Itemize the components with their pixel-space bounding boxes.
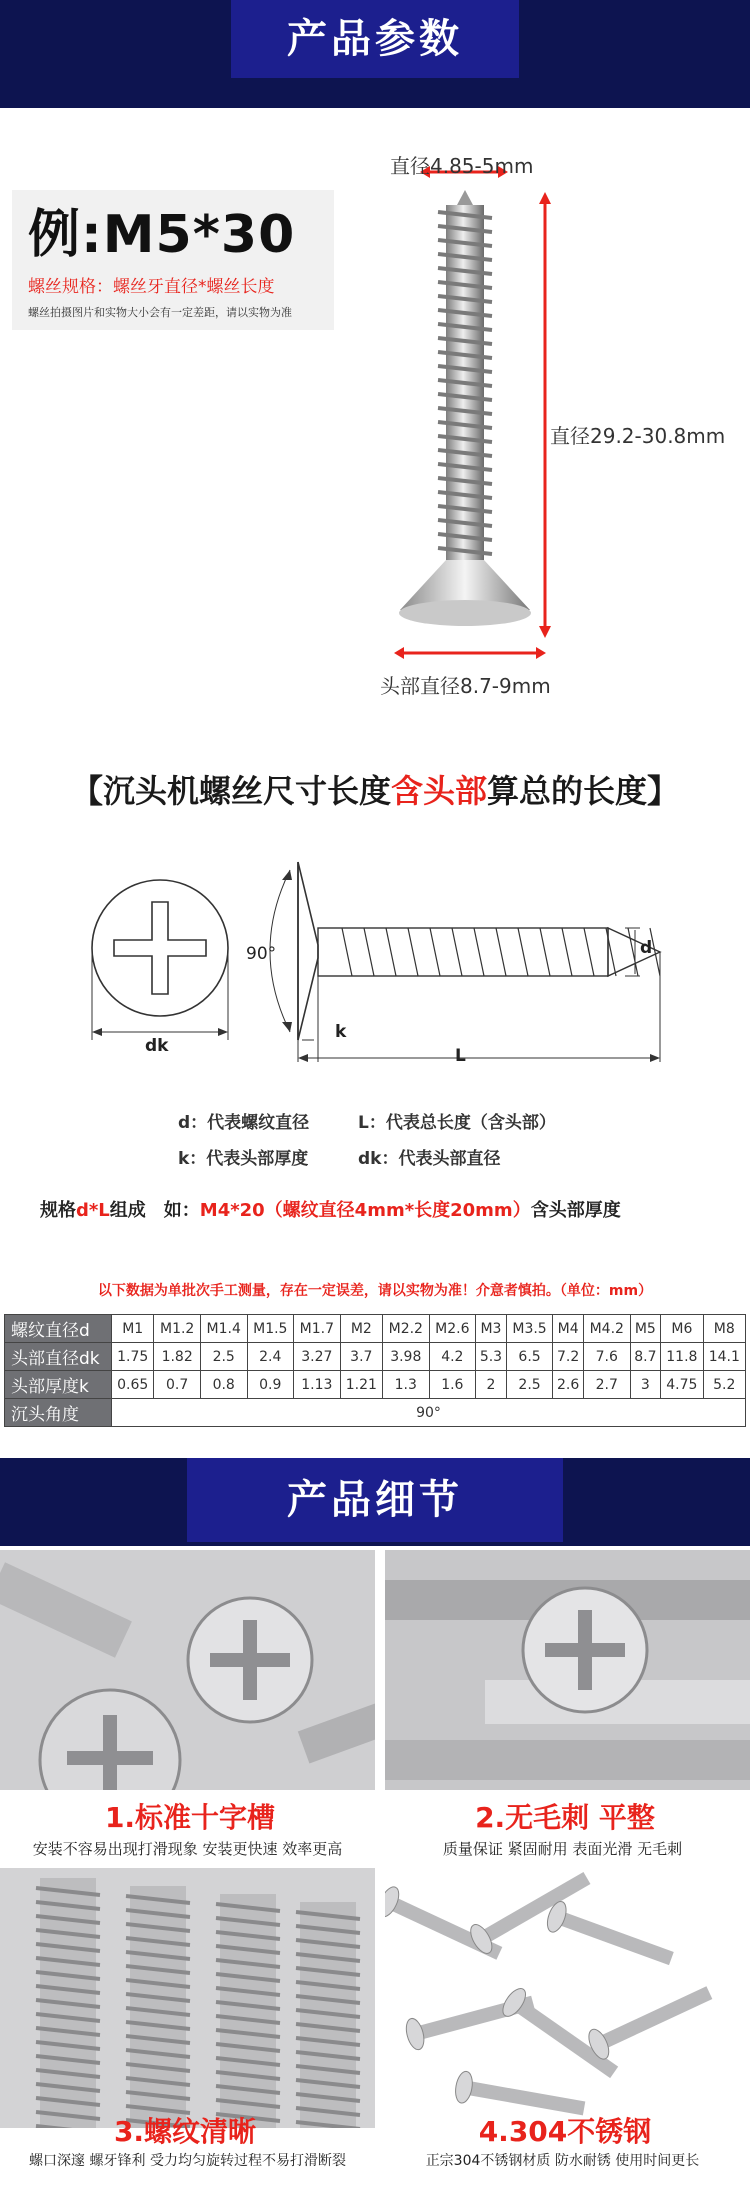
table-cell: M3.5: [506, 1315, 553, 1343]
format-example: M4*20（螺纹直径4mm*长度20mm）: [199, 1200, 531, 1221]
table-cell: 1.21: [340, 1371, 382, 1399]
table-cell: 2.6: [553, 1371, 584, 1399]
table-cell: 5.3: [476, 1343, 507, 1371]
length-headline: [0, 766, 750, 812]
headline-suffix: 算总的长度】: [487, 772, 680, 810]
table-cell: 3: [630, 1371, 661, 1399]
table-cell: M3: [476, 1315, 507, 1343]
table-cell: M2.6: [429, 1315, 476, 1343]
table-cell: M4.2: [583, 1315, 630, 1343]
table-cell: 2: [476, 1371, 507, 1399]
detail-3-desc: 螺口深邃 螺牙锋利 受力均匀旋转过程不易打滑断裂: [29, 2153, 346, 2169]
format-pre: 规格: [40, 1200, 76, 1221]
table-cell: 2.4: [247, 1343, 294, 1371]
detail-1-desc: 安装不容易出现打滑现象 安装更快速 效率更高: [32, 1840, 343, 1858]
table-cell: M5: [630, 1315, 661, 1343]
table-cell: 5.2: [703, 1371, 745, 1399]
table-cell: 2.7: [583, 1371, 630, 1399]
detail-2-title: 2.无毛刺 平整: [475, 1801, 655, 1834]
headline-highlight: 含头部: [390, 772, 487, 810]
angle-value: 90°: [112, 1399, 746, 1427]
table-cell: M1.5: [247, 1315, 294, 1343]
spec-table: [4, 1314, 746, 1427]
section-header-band: [0, 0, 750, 108]
table-cell: M1.4: [200, 1315, 247, 1343]
table-cell: M8: [703, 1315, 745, 1343]
table-cell: 0.8: [200, 1371, 247, 1399]
legend-k: k：代表头部厚度: [178, 1149, 309, 1169]
detail-2-desc: 质量保证 紧固耐用 表面光滑 无毛刺: [442, 1840, 683, 1858]
detail-4-desc: 正宗304不锈钢材质 防水耐锈 使用时间更长: [425, 2153, 700, 2169]
format-dl: d*L: [76, 1200, 110, 1221]
section-header-band-2: [0, 1458, 750, 1546]
dim-label-thread-diameter: 直径4.85-5mm: [390, 154, 534, 178]
drawing-dk-label: dk: [145, 1036, 169, 1056]
row-label: 沉头角度: [5, 1399, 112, 1427]
dim-label-head-diameter: 头部直径8.7-9mm: [380, 674, 551, 698]
detail-photo-threads: [0, 1868, 375, 2128]
measure-note: 以下数据为单批次手工测量，存在一定误差，请以实物为准！介意者慎拍。（单位：mm）: [97, 1283, 653, 1299]
table-cell: 0.9: [247, 1371, 294, 1399]
table-cell: M2.2: [383, 1315, 430, 1343]
table-row: [5, 1371, 746, 1399]
table-cell: 14.1: [703, 1343, 745, 1371]
table-cell: 1.3: [383, 1371, 430, 1399]
format-line: [40, 1196, 621, 1222]
drawing-L-label: L: [455, 1046, 466, 1066]
table-row: [5, 1343, 746, 1371]
detail-4-title: 4.304不锈钢: [478, 2115, 652, 2148]
screw-technical-drawing: [80, 850, 680, 1080]
table-row: [5, 1315, 746, 1343]
dim-label-length: 直径29.2-30.8mm: [550, 424, 726, 448]
table-cell: 1.13: [294, 1371, 341, 1399]
drawing-k-label: k: [335, 1022, 347, 1042]
row-label: 头部直径dk: [5, 1343, 112, 1371]
table-cell: 0.65: [112, 1371, 154, 1399]
table-cell: M6: [661, 1315, 703, 1343]
table-cell: 2.5: [506, 1371, 553, 1399]
table-cell: 8.7: [630, 1343, 661, 1371]
format-post: 含头部厚度: [530, 1200, 621, 1221]
table-cell: M1: [112, 1315, 154, 1343]
detail-photo-smooth: [385, 1550, 750, 1790]
detail-photo-stainless: [385, 1868, 750, 2128]
table-cell: 11.8: [661, 1343, 703, 1371]
table-row-angle: [5, 1399, 746, 1427]
legend-dk: dk：代表头部直径: [358, 1149, 501, 1169]
table-cell: 1.6: [429, 1371, 476, 1399]
table-cell: 3.27: [294, 1343, 341, 1371]
table-cell: 6.5: [506, 1343, 553, 1371]
detail-3-title: 3.螺纹清晰: [113, 2115, 257, 2148]
section-title-2: 产品细节: [187, 1458, 563, 1542]
legend-d: d：代表螺纹直径: [178, 1113, 310, 1133]
detail-1-title: 1.标准十字槽: [104, 1801, 276, 1834]
section-title: 产品参数: [231, 0, 519, 78]
table-cell: 1.82: [154, 1343, 201, 1371]
table-cell: 0.7: [154, 1371, 201, 1399]
format-mid: 组成 如：: [109, 1200, 200, 1221]
table-cell: M1.7: [294, 1315, 341, 1343]
legend-L: L：代表总长度（含头部）: [358, 1113, 556, 1133]
table-cell: M2: [340, 1315, 382, 1343]
table-cell: 2.5: [200, 1343, 247, 1371]
row-label: 螺纹直径d: [5, 1315, 112, 1343]
table-cell: 7.6: [583, 1343, 630, 1371]
table-cell: 3.7: [340, 1343, 382, 1371]
drawing-angle-label: 90°: [246, 944, 277, 964]
example-spec-line: 螺丝规格：螺丝牙直径*螺丝长度: [28, 277, 275, 297]
drawing-d-label: d: [640, 938, 653, 958]
row-label: 头部厚度k: [5, 1371, 112, 1399]
headline-prefix: 【沉头机螺丝尺寸长度: [70, 772, 391, 810]
table-cell: 3.98: [383, 1343, 430, 1371]
table-cell: M4: [553, 1315, 584, 1343]
table-cell: 4.2: [429, 1343, 476, 1371]
detail-photo-phillips-slot: [0, 1550, 375, 1790]
table-cell: 7.2: [553, 1343, 584, 1371]
table-cell: 4.75: [661, 1371, 703, 1399]
table-cell: 1.75: [112, 1343, 154, 1371]
table-cell: M1.2: [154, 1315, 201, 1343]
drawing-thread-lines: [342, 928, 660, 976]
example-note: 螺丝拍摄图片和实物大小会有一定差距，请以实物为准: [28, 306, 292, 319]
example-model: 例:M5*30: [28, 205, 296, 265]
